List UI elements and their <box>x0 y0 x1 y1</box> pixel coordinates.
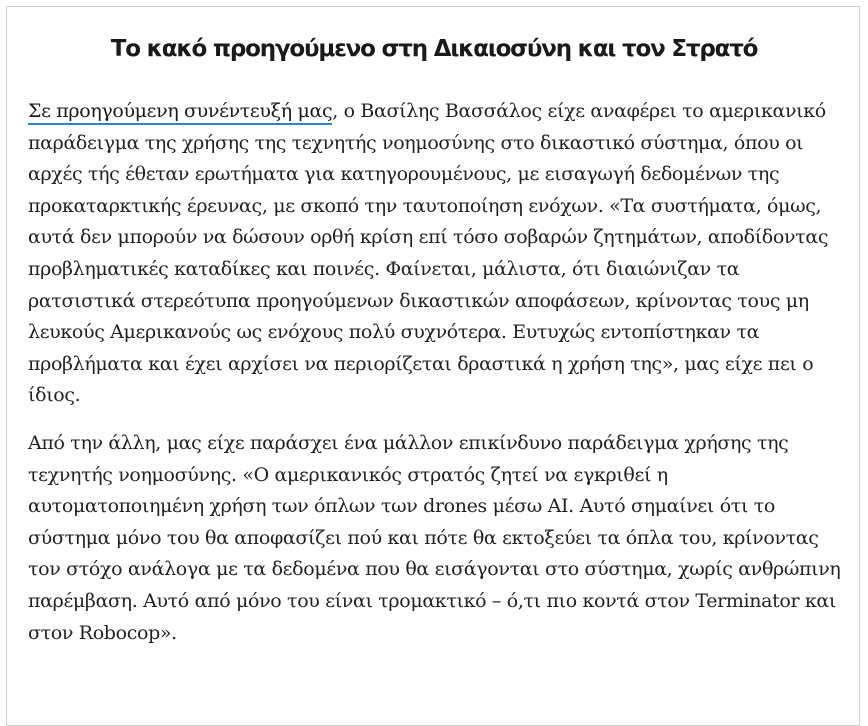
article-paragraph-1 <box>28 96 848 412</box>
paragraph-1-text: , ο Βασίλης Βασσάλος είχε αναφέρει το αμερικανικό παράδειγμα της χρήσης της τεχνητής νοημοσύνης στο δικαστικό σύστημα, όπου οι αρχές τής έθεταν ερωτήματα για κατηγορουμένους, με εισαγωγή δεδομένων της προκαταρκτικής έρευνας, με σκοπό την ταυτοποίηση ενόχων. «Τα συστήματα, όμως, αυτά δεν μπορούν να δώσουν ορθή κρίση επί τόσο σοβαρών ζητημάτων, αποδίδοντας προβληματικές καταδίκες και ποινές. Φαίνεται, μάλιστα, ότι διαιώνιζαν τα ρατσιστικά στερεότυπα προηγούμενων δικαστικών αποφάσεων, κρίνοντας τους μη λευκούς Αμερικανούς ως ενόχους πολύ συχνότερα. Ευτυχώς εντοπίστηκαν τα προβλήματα και έχει αρχίσει να περιορίζεται δραστικά η χρήση της», μας είχε πει ο ίδιος. <box>28 100 829 407</box>
previous-interview-link[interactable]: Σε προηγούμενη συνέντευξή μας <box>28 100 332 125</box>
article-heading: Το κακό προηγούμενο στη Δικαιοσύνη και τον Στρατό <box>110 36 758 62</box>
article-body <box>28 96 848 665</box>
article-paragraph-2: Από την άλλη, μας είχε παράσχει ένα μάλλον επικίνδυνο παράδειγμα χρήσης της τεχνητής νοημοσύνης. «Ο αμερικανικός στρατός ζητεί να εγκριθεί η αυτοματοποιημένη χρήση των όπλων των drones μέσω AI. Αυτό σημαίνει ότι το σύστημα μόνο του θα αποφασίζει πού και πότε θα εκτοξεύει τα όπλα του, κρίνοντας τον στόχο ανάλογα με τα δεδομένα που θα εισάγονται στο σύστημα, χωρίς ανθρώπινη παρέμβαση. Αυτό από μόνο του είναι τρομακτικό – ό,τι πιο κοντά στον Terminator και στον Robocop». <box>28 431 841 644</box>
